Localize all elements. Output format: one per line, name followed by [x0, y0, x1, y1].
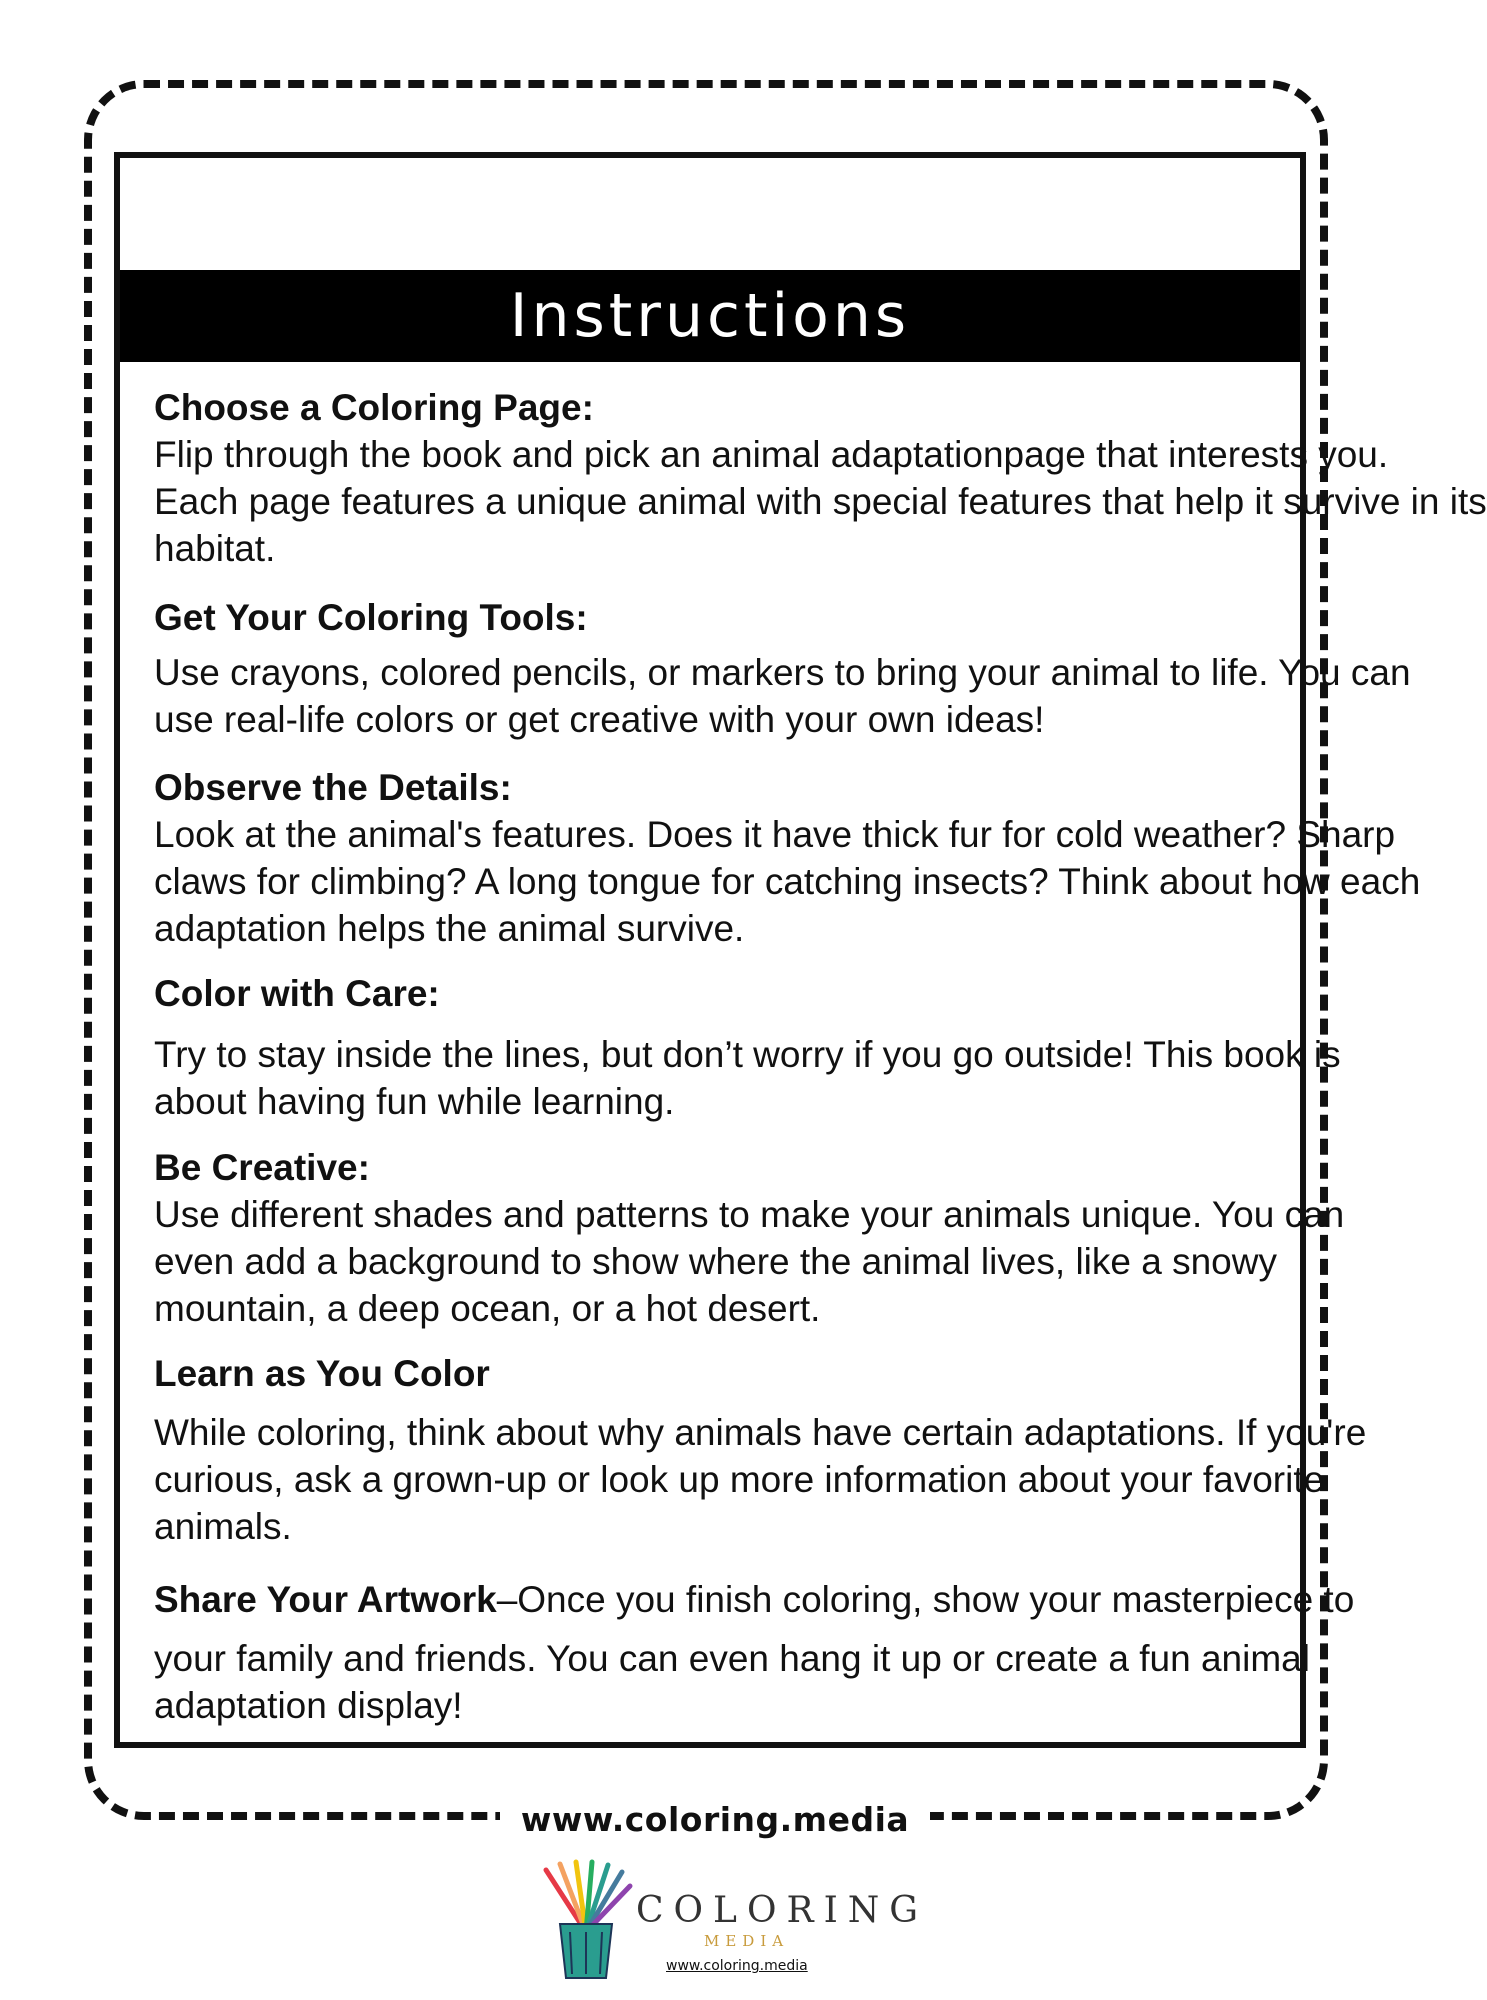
section-line: adaptation helps the animal survive.	[154, 908, 745, 949]
section-heading: Choose a Coloring Page:	[154, 387, 594, 428]
section-heading-line	[154, 1576, 1354, 1623]
section-heading: Learn as You Color	[154, 1353, 490, 1394]
section-line: mountain, a deep ocean, or a hot desert.	[154, 1288, 821, 1329]
section-heading: Be Creative:	[154, 1147, 370, 1188]
section-line: claws for climbing? A long tongue for catching insects? Think about how each	[154, 861, 1421, 902]
section-choose-page	[154, 384, 1487, 572]
section-line: habitat.	[154, 528, 276, 569]
section-line: use real-life colors or get creative with your own ideas!	[154, 699, 1045, 740]
section-heading: Get Your Coloring Tools:	[154, 597, 588, 638]
coloring-media-logo[interactable]	[536, 1862, 929, 1982]
section-be-creative	[154, 1144, 1354, 1332]
section-line: Each page features a unique animal with special features that help it survive in its	[154, 481, 1487, 522]
section-heading: Observe the Details:	[154, 767, 512, 808]
section-line: Use different shades and patterns to make your animals unique. You can	[154, 1194, 1345, 1235]
section-line: Look at the animal's features. Does it have thick fur for cold weather? Sharp	[154, 814, 1396, 855]
section-share-artwork	[154, 1576, 1354, 1729]
instructions-panel	[114, 152, 1487, 1748]
section-learn-as-you-color	[154, 1350, 1367, 1550]
section-observe-details	[154, 764, 1421, 952]
section-line: about having fun while learning.	[154, 1081, 675, 1122]
pencil-cup-icon	[536, 1862, 636, 1982]
page-title: Instructions	[120, 270, 1300, 362]
section-coloring-tools	[154, 594, 1411, 743]
logo-subtitle: MEDIA	[704, 1932, 790, 1950]
footer-url[interactable]: www.coloring.media	[520, 1800, 910, 1839]
section-line: even add a background to show where the animal lives, like a snowy	[154, 1241, 1277, 1282]
pencil-fan	[546, 1862, 630, 1932]
section-line: Use crayons, colored pencils, or markers to bring your animal to life. You can	[154, 652, 1411, 693]
section-heading: Color with Care:	[154, 973, 440, 1014]
section-line: Flip through the book and pick an animal adaptationpage that interests you.	[154, 434, 1389, 475]
section-line: your family and friends. You can even hang it up or create a fun animal	[154, 1638, 1310, 1679]
section-line: Try to stay inside the lines, but don’t worry if you go outside! This book is	[154, 1034, 1341, 1075]
section-line: animals.	[154, 1506, 292, 1547]
section-line: While coloring, think about why animals have certain adaptations. If you're	[154, 1412, 1367, 1453]
section-color-with-care	[154, 970, 1354, 1125]
section-line: adaptation display!	[154, 1685, 463, 1726]
section-heading: Share Your Artwork	[154, 1579, 497, 1620]
logo-url-link[interactable]: www.coloring.media	[666, 1958, 808, 1974]
section-heading-suffix: –Once you finish coloring, show your masterpiece to	[496, 1579, 1355, 1620]
section-line: curious, ask a grown-up or look up more information about your favorite	[154, 1459, 1325, 1500]
logo-wordmark: COLORING	[636, 1890, 929, 1931]
